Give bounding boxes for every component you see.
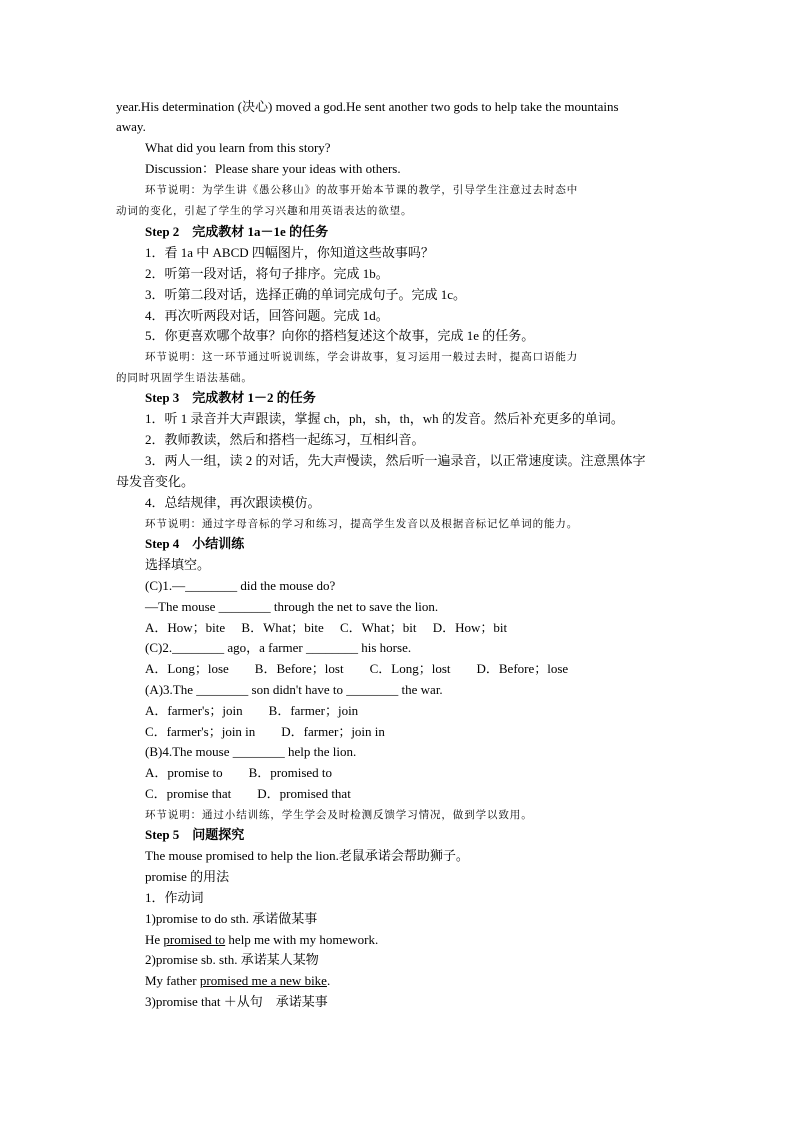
teaching-note: 环节说明：通过小结训练，学生学会及时检测反馈学习情况，做到学以致用。 [145,809,533,821]
example-prefix: My father [145,973,200,988]
underlined-phrase: promised me a new bike [199,973,327,988]
quiz-options: A．farmer's；join B．farmer；join [145,703,359,718]
quiz-question: (B)4.The mouse ________ help the lion. [145,744,357,759]
step-heading: Step 2 完成教材 1a－1e 的任务 [145,224,329,239]
usage-item: 1．作动词 [145,890,204,905]
example-suffix: . [326,973,331,988]
task-item: 2．教师教读，然后和搭档一起练习，互相纠音。 [145,432,425,447]
task-item: 3．听第二段对话，选择正确的单词完成句子。完成 1c。 [145,287,467,302]
quiz-options: A．Long；lose B．Before；lost C．Long；lost D．Before；lose [145,661,569,676]
discussion-line: Discussion：Please share your ideas with others. [145,161,401,176]
usage-item: 3)promise that ＋从句 承诺某事 [145,994,328,1009]
quiz-question: (A)3.The ________ son didn't have to ________ the war. [145,682,443,697]
teaching-note: 的同时巩固学生语法基础。 [116,372,253,384]
task-item: 母发音变化。 [116,474,195,489]
task-item: 1．看 1a 中 ABCD 四幅图片，你知道这些故事吗？ [145,245,434,260]
quiz-options: A．promise to B．promised to [145,765,333,780]
teaching-note: 环节说明：这一环节通过听说训练，学会讲故事，复习运用一般过去时，提高口语能力 [145,351,579,363]
task-item: 4．总结规律，再次跟读模仿。 [145,495,321,510]
quiz-question: —The mouse ________ through the net to save the lion. [145,599,439,614]
teaching-note: 环节说明：通过字母音标的学习和练习，提高学生发音以及根据音标记忆单词的能力。 [145,518,579,530]
task-item: 5．你更喜欢哪个故事？向你的搭档复述这个故事，完成 1e 的任务。 [145,328,535,343]
quiz-options: A．How；bite B．What；bite C．What；bit D．How；bit [145,620,508,635]
step-heading: Step 4 小结训练 [145,536,245,551]
story-text-line: year.His determination (决心) moved a god.He sent another two gods to help take the mountains [116,99,619,114]
task-item: 4．再次听两段对话，回答问题。完成 1d。 [145,308,389,323]
underlined-phrase: promised to [163,932,226,947]
quiz-options: C．promise that D．promised that [145,786,351,801]
teaching-note: 环节说明：为学生讲《愚公移山》的故事开始本节课的教学，引导学生注意过去时态中 [145,184,579,196]
example-sentence: The mouse promised to help the lion.老鼠承诺会帮助狮子。 [145,848,469,863]
example-suffix: help me with my homework. [225,932,379,947]
step-heading: Step 3 完成教材 1－2 的任务 [145,390,316,405]
step-heading: Step 5 问题探究 [145,827,245,842]
task-item: 1．听 1 录音并大声跟读，掌握 ch，ph，sh，th，wh 的发音。然后补充更多的单词。 [145,411,624,426]
quiz-question: (C)1.—________ did the mouse do? [145,578,336,593]
quiz-question: (C)2.________ ago，a farmer ________ his horse. [145,640,412,655]
example-sentence [145,932,378,948]
quiz-options: C．farmer's；join in D．farmer；join in [145,724,385,739]
teaching-note: 动词的变化，引起了学生的学习兴趣和用英语表达的欲望。 [116,205,413,217]
example-prefix: He [145,932,164,947]
story-text-line: away. [116,119,146,134]
example-sentence [145,973,330,989]
usage-item: 2)promise sb. sth. 承诺某人某物 [145,952,319,967]
task-item: 2．听第一段对话，将句子排序。完成 1b。 [145,266,389,281]
usage-heading: promise 的用法 [145,869,230,884]
instruction-line: 选择填空。 [145,557,211,572]
task-item: 3．两人一组，读 2 的对话，先大声慢读，然后听一遍录音，以正常速度读。注意黑体字 [145,453,646,468]
usage-item: 1)promise to do sth. 承诺做某事 [145,911,318,926]
question-line: What did you learn from this story? [145,140,331,155]
